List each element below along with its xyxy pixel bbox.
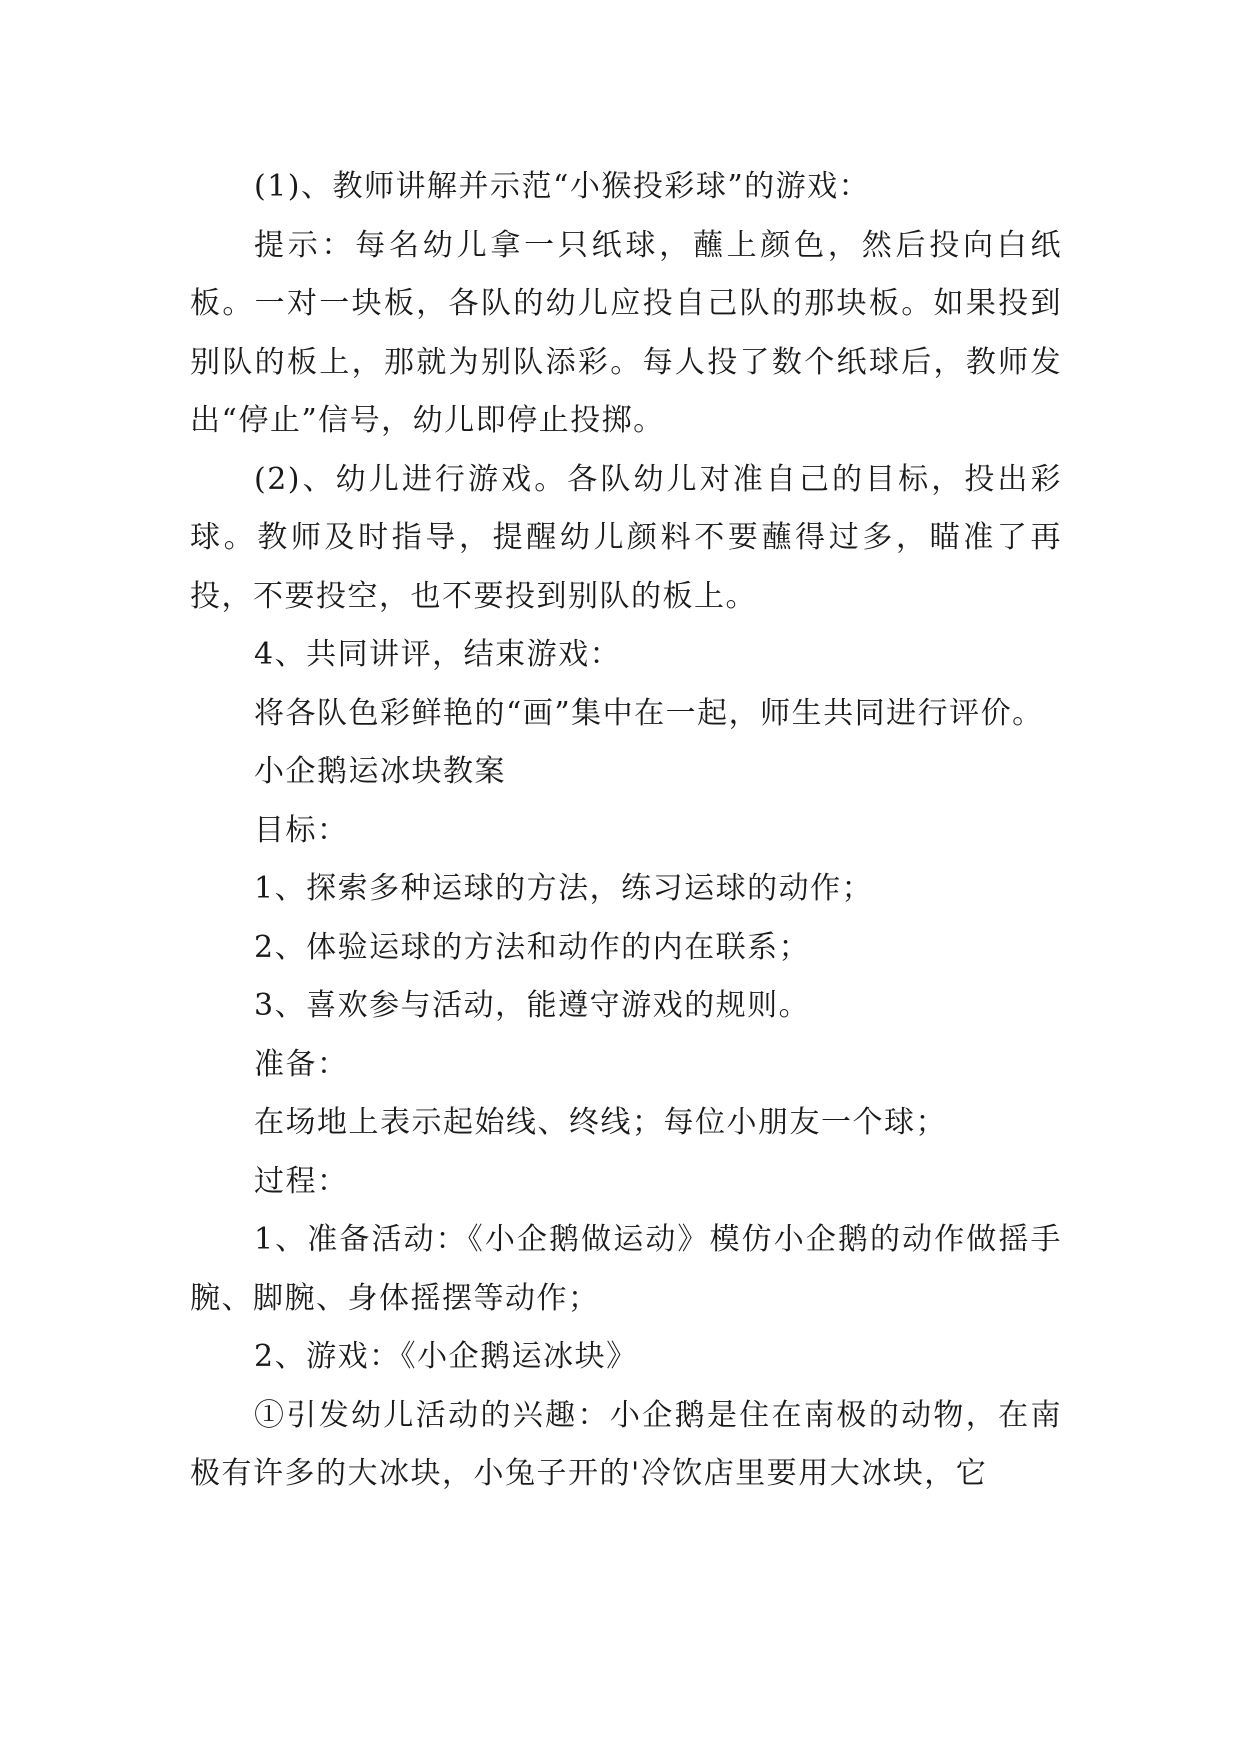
paragraph-review-text: 将各队色彩鲜艳的“画”集中在一起，师生共同进行评价。 (254, 695, 1044, 731)
process-heading: 过程： (254, 1163, 349, 1199)
goals-heading: 目标： (254, 812, 349, 848)
preparation-heading: 准备： (254, 1046, 349, 1082)
paragraph-children-play: (2)、幼儿进行游戏。各队幼儿对准自己的目标，投出彩球。教师及时指导，提醒幼儿颜料不要蘸得过多，瞄准了再投，不要投空，也不要投到别队的板上。 (190, 461, 1062, 614)
process-step-2: 2、游戏：《小企鹅运冰块》 (254, 1339, 638, 1374)
lesson-title: 小企鹅运冰块教案 (254, 754, 506, 789)
paragraph-game-demo-step: (1)、教师讲解并示范“小猴投彩球”的游戏： (254, 169, 871, 204)
process-step-1: 1、准备活动：《小企鹅做运动》模仿小企鹅的动作做摇手腕、脚腕、身体摇摆等动作； (190, 1222, 1062, 1316)
goal-item-3: 3、喜欢参与活动，能遵守游戏的规则。 (254, 988, 811, 1023)
goal-item-1: 1、探索多种运球的方法，练习运球的动作； (254, 871, 874, 906)
paragraph-review-heading: 4、共同讲评，结束游戏： (254, 637, 622, 672)
process-substep-1: ①引发幼儿活动的兴趣：小企鹅是住在南极的动物，在南极有许多的大冰块，小兔子开的'冷饮店里要用大冰块，它 (190, 1397, 1062, 1491)
paragraph-game-tips: 提示：每名幼儿拿一只纸球，蘸上颜色，然后投向白纸板。一对一块板，各队的幼儿应投自己队的那块板。如果投到别队的板上，那就为别队添彩。每人投了数个纸球后，教师发出“停止”信号，幼儿即停止投掷。 (190, 227, 1062, 438)
goal-item-2: 2、体验运球的方法和动作的内在联系； (254, 929, 811, 965)
preparation-text: 在场地上表示起始线、终线；每位小朋友一个球； (254, 1105, 947, 1140)
document-body (190, 158, 1062, 1504)
